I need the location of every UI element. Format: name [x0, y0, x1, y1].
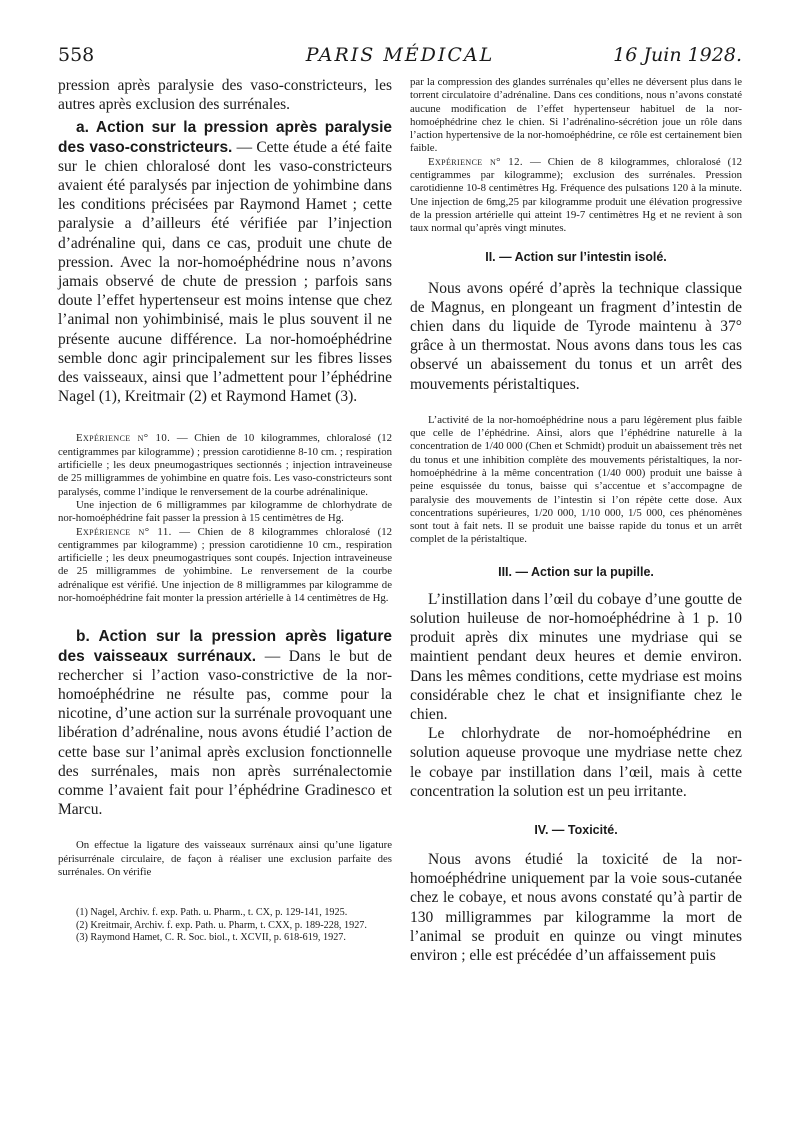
experiment-11-text: — Chien de 8 kilogrammes chloralosé (12 centigrammes par kilogramme) ; pression carotidienne 10 cm., respiration artificielle ; les deux pneumogastriques sont coupés. Injection intraveineuse de 25 milligrammes de yohimbine. Le renversement de la courbe adrénalique est vérifié. Une injection de 8 milligrammes par kilogramme de nor-homoéphédrine fait monter la pression artérielle à 14 centimètres de Hg.: [58, 525, 392, 605]
experiment-12-label: Expérience n° 12.: [428, 155, 523, 168]
section-a-text: — Cette étude a été faite sur le chien chloralosé dont les vaso-constricteurs avaient été paralysés par injection de yohimbine dans les conditions précisées par Raymond Hamet ; cette paralysie a d’ailleurs été vérifiée par l’injection d’adrénaline qui, dans ce cas, produit une chute de pression. Avec la nor-homoéphédrine nous n’avons jamais observé de chute de pression ; parfois sans doute l’effet hypertenseur est moins intense que chez l’animal non yohimbinisé, mais le plus souvent il ne présente aucune différence. La nor-homoéphédrine semble donc agir principalement sur les fibres lisses des vaisseaux, ainsi que l’admettent pour l’éphédrine Nagel (1), Kreitmair (2) et Raymond Hamet (3).: [58, 138, 392, 406]
experiment-12-text: — Chien de 8 kilogrammes, chloralosé (12 centigrammes par kilogramme); exclusion des surrénales. Pression carotidienne 10-8 centimètres Hg. Fréquence des pulsations 120 à la minute. Une injection de 6mg,25 par kilogramme produit une élévation progressive de la pression artérielle qui atteint 19-7 centimètres Hg et ne revient à son taux normal qu’après vingt minutes.: [410, 155, 743, 235]
section-a-paragraph: [58, 118, 392, 406]
ligature-paragraph: On effectue la ligature des vaisseaux surrénaux ainsi qu’une ligature périsurrénale circulaire, de façon à réaliser une exclusion parfaite des surrénales. On vérifie: [58, 839, 392, 878]
experiment-11-label: Expérience n° 11.: [76, 525, 172, 538]
section-4-heading: IV. — Toxicité.: [534, 822, 618, 837]
section-3-text-2: Le chlorhydrate de nor-homoéphédrine en solution aqueuse provoque une mydriase nette chez le cobaye par instillation dans l’œil, mais à cette concentration la solution est un peu irritante.: [410, 725, 742, 800]
section-4-text: Nous avons étudié la toxicité de la nor-homoéphédrine uniquement par la voie sous-cutanée chez le cobaye, et nous avons constaté qu’à partir de 130 milligrammes par kilogramme la mort de l’animal se produit en quinze ou vingt minutes environ ; elle est précédée d’un affaissement puis: [410, 850, 742, 964]
section-b-paragraph: [58, 627, 392, 819]
experiment-12-paragraph: [410, 156, 742, 236]
page-number: 558: [58, 44, 95, 66]
footnote-1: (1) Nagel, Archiv. f. exp. Path. u. Pharm., t. CX, p. 129-141, 1925.: [76, 907, 348, 919]
journal-title: PARIS MÉDICAL: [305, 44, 495, 66]
left-column: [58, 76, 392, 945]
right-column: [410, 76, 742, 965]
section-2-text: Nous avons opéré d’après la technique classique de Magnus, en plongeant un fragment d’intestin de chien dans du liquide de Tyrode maintenu à 37° grâce à un thermostat. Nous avons dans tous les cas observé un abaissement du tonus et un arrêt des mouvements péristaltiques.: [410, 279, 742, 393]
section-a-title: a. Action sur la pression après paralysie des vaso-constricteurs.: [58, 119, 392, 156]
paragraph-intro: pression après paralysie des vaso-constricteurs, les autres après exclusion des surrénales.: [58, 77, 392, 114]
section-3-heading: III. — Action sur la pupille.: [498, 564, 654, 579]
page-header: [58, 44, 742, 74]
footnotes: [58, 907, 392, 945]
experiment-10: [58, 432, 392, 525]
footnote-2: (2) Kreitmair, Archiv. f. exp. Path. u. Pharm, t. CXX, p. 189-228, 1927.: [76, 919, 367, 931]
experiment-10-injection: Une injection de 6 milligrammes par kilogramme de chlorhydrate de nor-homoéphédrine fait passer la pression à 15 centimètres de Hg.: [58, 498, 392, 525]
section-3-text: L’instillation dans l’œil du cobaye d’une goutte de solution huileuse de nor-homoéphédrine à 1 p. 10 produit après dix minutes une mydriase qui se maintient pendant deux heures et demie environ. Dans les mêmes conditions, cette mydriase est moins considérable chez le chat et insignifiante chez le chien.: [410, 590, 742, 723]
section-b-text: — Dans le but de rechercher si l’action vaso-constrictive de la nor-homoéphédrine ne résulte pas, comme pour la nicotine, d’une action sur la surrénale provoquant une libération d’adrénaline, nous avons étudié l’action de cette base sur l’animal après exclusion fonctionnelle des surrénales, mais non après surrénalectomie comme l’avaient fait pour l’éphédrine Gradinesco et Marcu.: [58, 647, 392, 819]
issue-date: 16 Juin 1928.: [613, 44, 742, 66]
section-2-note: L’activité de la nor-homoéphédrine nous a paru légèrement plus faible que celle de l’éphédrine. Ainsi, alors que l’éphédrine naturelle à la concentration de 1/40 000 (Chen et Schmidt) produit un abaissement très net du tonus et une inhibition complète des mouvements péristaltiques, la nor-homoéphédrine à la même concentration (1/40 000) produit une baisse à peine esquissée du tonus, baisse qui s’accentue et s’accompagne de paralysie des mouvements de l’intestin si l’on répète cette dose. Aux concentrations supérieures, 1/20 000, 1/10 000, 1/5 000, ces phénomènes sont tout à fait nets. Il se produit une baisse rapide du tonus et un arrêt complet de la péristaltique.: [410, 413, 742, 546]
continuation-paragraph: par la compression des glandes surrénales qu’elles ne déversent plus dans le torrent circulatoire d’adrénaline. Dans ces conditions, nous n’avons constaté aucune modification de l’effet hypertenseur habituel de la nor-homoéphédrine chez le chien. Si l’adrénalino-sécrétion joue un rôle dans l’action hypertensive de la nor-homoéphédrine, ce rôle est certainement bien faible.: [410, 76, 742, 155]
experiment-10-label: Expérience n° 10.: [76, 432, 171, 445]
experiment-10-paragraph: [58, 432, 392, 498]
footnote-3: (3) Raymond Hamet, C. R. Soc. biol., t. XCVII, p. 618-619, 1927.: [76, 932, 346, 944]
experiment-10-text: — Chien de 10 kilogrammes, chloralosé (12 centigrammes par kilogramme) ; pression carotidienne 8-10 cm. ; respiration artificielle ; les deux pneumogastriques sectionnés ; injection intraveineuse de 25 milligrammes de yohimbine en quatre fois. Les vaso-constricteurs sont paralysés, comme l’indique le renversement de la courbe adrénalinique.: [58, 432, 392, 498]
section-2-heading: II. — Action sur l’intestin isolé.: [485, 249, 667, 264]
section-b-title: b. Action sur la pression après ligature des vaisseaux surrénaux.: [58, 628, 392, 665]
experiment-11-paragraph: [58, 526, 392, 606]
